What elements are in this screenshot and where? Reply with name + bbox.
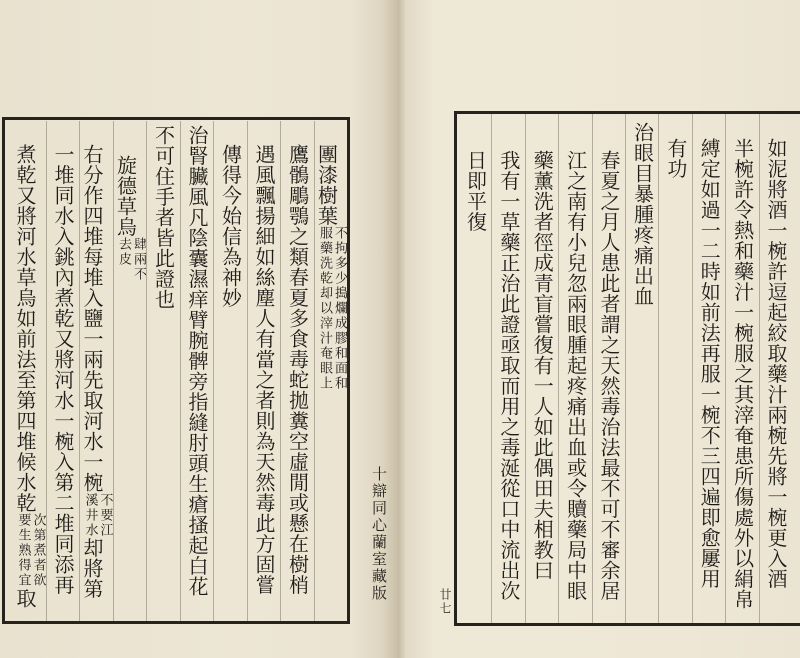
main-text: 一堆同水入銚內煮乾又將河水一椀入第二堆同添再 <box>51 144 75 595</box>
main-text: 取 <box>13 588 37 609</box>
interlinear-note <box>317 226 347 391</box>
note-line: 溪井水 <box>82 492 98 538</box>
text-column: 我有一草藥正治此證亟取而用之毒涎從口中流出次 <box>491 114 524 623</box>
text-column: 有功 <box>658 114 691 623</box>
main-text: 團漆樹葉 <box>314 144 339 226</box>
interlinear-note <box>16 513 46 588</box>
ingredient-column <box>113 121 147 621</box>
text-column <box>46 121 80 621</box>
note-line: 服藥洗乾却以滓汁奄眼上 <box>317 226 332 391</box>
text-column: 縛定如過一二時如前法再服一椀不三四遍即愈屢用 <box>692 114 725 623</box>
heading-column <box>180 121 214 621</box>
main-text: 傳得今始信為神妙 <box>218 144 243 308</box>
ingredient-column <box>314 121 348 621</box>
main-text: 煮乾又將河水草烏如前法至第四堆候水乾 <box>13 144 37 513</box>
text-column: 藥薰洗者徑成青盲嘗復有一人如此偶田夫相教曰 <box>525 114 558 623</box>
note-line: 不拘多少搗爛成膠和面和 <box>332 226 347 391</box>
text-column <box>247 121 281 621</box>
text-column: 如泥將酒一椀許逗起絞取藥汁兩椀先將一椀更入酒 <box>759 114 792 623</box>
main-text: 旋德草烏 <box>113 155 138 237</box>
main-text: 却將第 <box>80 537 104 599</box>
main-text: 不可住手者皆此證也 <box>151 125 176 310</box>
interlinear-note <box>116 237 146 282</box>
heading-column <box>146 121 180 621</box>
text-column <box>12 121 46 621</box>
text-column <box>280 121 314 621</box>
text-column: 春夏之月人患此者謂之天然毒治法最不可不審余居 <box>592 114 625 623</box>
text-column: 半椀許令熱和藥汁一椀服之其滓奄患所傷處外以絹帛 <box>725 114 758 623</box>
left-page-text <box>12 121 347 621</box>
note-line: 次第煮者欲 <box>30 513 46 588</box>
text-column <box>79 121 113 621</box>
right-page-text <box>458 114 792 623</box>
main-text: 鷹鶻鵰鶚之類春夏多食毒蛇拋糞空虛閒或懸在樹梢 <box>285 144 310 595</box>
publisher-imprint: 十辯同心蘭室藏版 <box>370 466 388 602</box>
note-line: 肆兩不 <box>131 237 146 282</box>
text-column: 日即平復 <box>463 150 488 232</box>
main-text: 治腎臟風凡陰囊濕痒臂腕髀旁指縫肘頭生瘡搔起白花 <box>185 125 209 597</box>
note-line: 不要江 <box>97 492 113 538</box>
main-text: 右分作四堆每堆入鹽一兩先取河水一椀 <box>80 144 104 493</box>
interlinear-note <box>83 493 113 538</box>
note-line: 去皮 <box>116 237 131 267</box>
note-line: 要生熟得宜 <box>15 513 31 588</box>
page-number: 廿七 <box>438 588 452 616</box>
text-column: 江之南有小兒忽兩眼腫起疼痛出血或令贖藥局中眼 <box>558 114 591 623</box>
heading-column: 治眼目暴腫疼痛出血 <box>625 114 658 623</box>
text-column <box>213 121 247 621</box>
main-text: 遇風飄揚細如絲塵人有當之者則為天然毒此方固嘗 <box>252 144 276 595</box>
